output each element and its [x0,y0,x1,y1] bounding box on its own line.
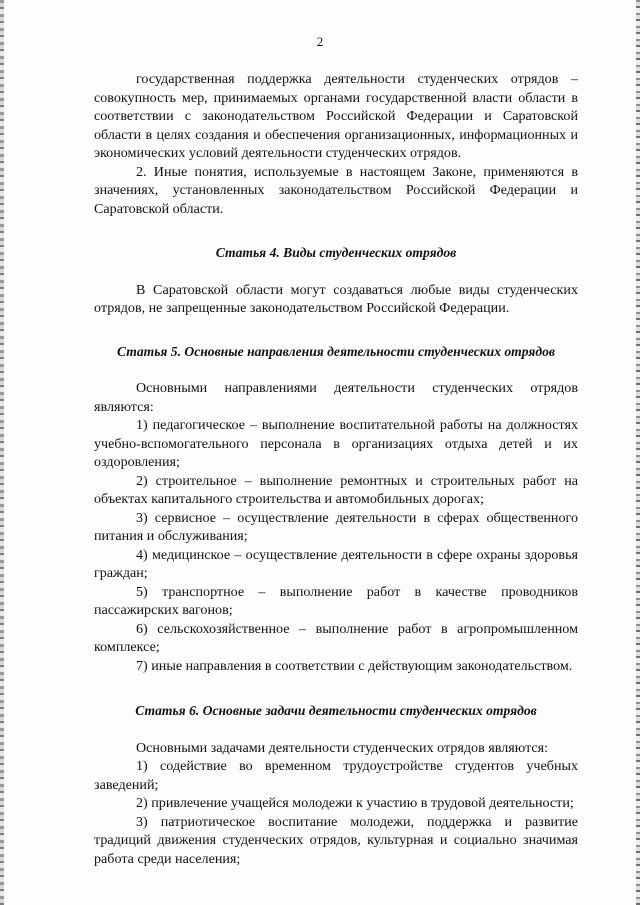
document-body [94,70,578,868]
page-number: 2 [316,34,324,49]
article-5-item: 7) иные направления в соответствии с действующим законодательством. [136,657,573,674]
article-5-item: 2) строительное – выполнение ремонтных и строительных работ на объектах капитального строительства и автомобильных дорогах; [94,472,578,507]
article-6-title: Статья 6. Основные задачи деятельности студенческих отрядов [135,703,537,718]
article-5-item: 3) сервисное – осуществление деятельности в сферах общественного питания и обслуживания; [94,509,578,544]
article-6-item: 2) привлечение учащейся молодежи к участию в трудовой деятельности; [136,795,574,811]
article-5-intro: Основными направлениями деятельности студенческих отрядов являются: [94,380,578,415]
article-5-item: 1) педагогическое – выполнение воспитательной работы на должностях учебно-вспомогательного персонала в организациях отдыха детей и их оздоровления; [94,417,578,470]
article-5-item: 5) транспортное – выполнение работ в качестве проводников пассажирских вагонов; [94,583,578,618]
article-4-title: Статья 4. Виды студенческих отрядов [215,245,457,260]
scan-edge-left [0,0,4,905]
article-5-item: 6) сельскохозяйственное – выполнение работ в агропромышленном комплексе; [94,620,578,655]
article-4-text: В Саратовской области могут создаваться любые виды студенческих отрядов, не запрещенные законодательством Российской Федерации. [94,281,578,316]
article-5-item: 4) медицинское – осуществление деятельности в сфере охраны здоровья граждан; [94,546,578,581]
article-6-item: 3) патриотическое воспитание молодежи, поддержка и развитие традиций движения студенческих отрядов, культурная и социально значимая работа среди населения; [94,813,578,867]
article-6-item: 1) содействие во временном трудоустройстве студентов учебных заведений; [94,758,578,793]
paragraph-other-concepts: 2. Иные понятия, используемые в настоящем Законе, применяются в значениях, установленных законодательством Российской Федерации и Саратовской области. [94,163,578,217]
scan-edge-right [636,0,640,905]
article-5-title: Статья 5. Основные направления деятельности студенческих отрядов [116,343,555,359]
paragraph-definition: государственная поддержка деятельности студенческих отрядов – совокупность мер, принимаемых органами государственной власти области в соответствии с законодательством Российской Федерации и Саратовской области в целях создания и обеспечения организационных, информационных и экономических условий деятельности студенческих отрядов. [94,71,578,161]
article-6-intro: Основными задачами деятельности студенческих отрядов являются: [136,739,549,756]
